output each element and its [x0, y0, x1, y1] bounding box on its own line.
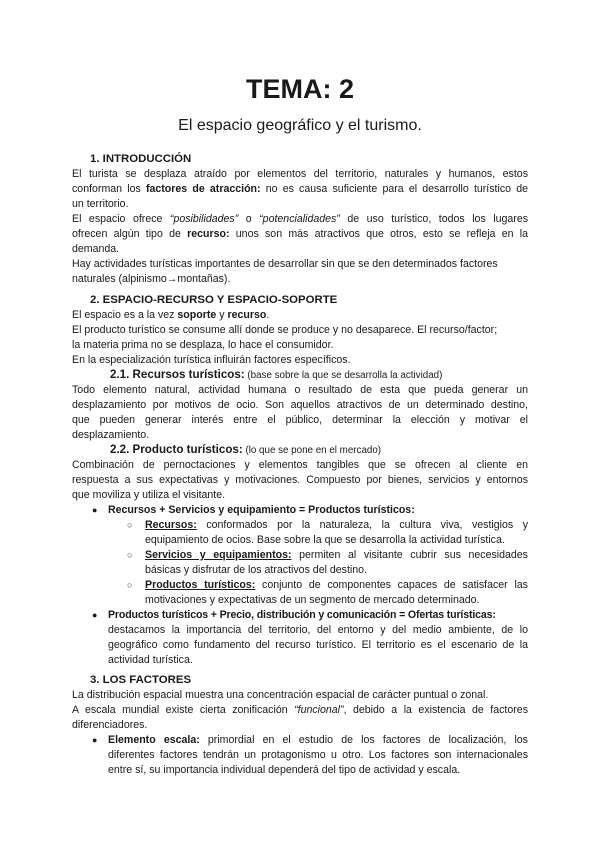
paragraph-line: El turista se desplaza atraído por elementos del territorio, naturales y humanos, estos [72, 168, 528, 180]
paragraph-line: desplazamiento por motivos de ocio. Son aquellos atractivos de un determinado destino, [72, 399, 528, 411]
paragraph-line: diferenciadores. [72, 719, 148, 731]
paragraph-line: La distribución espacial muestra una concentración espacial de carácter puntual o zonal. [72, 689, 489, 701]
section-heading-introduccion: 1. INTRODUCCIÓN [90, 153, 192, 165]
paragraph-line: la materia prima no se desplaza, lo hace el consumidor. [72, 339, 334, 351]
sub-bullet-line: equipamiento de ocios. Base sobre la que se desarrolla la actividad turística. [145, 534, 505, 546]
paragraph-line: Combinación de pernoctaciones y elementos tangibles que se ofrecen al cliente en [72, 459, 528, 471]
page-title: TEMA: 2 [246, 74, 354, 104]
sub-bullet-line: motivaciones y expectativas de un segmento de mercado determinado. [145, 594, 480, 606]
paragraph-line: A escala mundial existe cierta zonificación “funcional”, debido a la existencia de factores [72, 704, 528, 716]
bullet-circle-icon: ○ [127, 580, 133, 590]
bullet-line: actividad turística. [108, 654, 193, 666]
paragraph-line: El producto turístico se consume allí donde se produce y no desaparece. El recurso/factor; [72, 324, 498, 336]
sub-bullet-item: Productos turísticos: conjunto de componentes capaces de satisfacer las [145, 579, 528, 591]
sub-bullet-item: Recursos: conformados por la naturaleza, la cultura viva, vestigios y [145, 519, 528, 531]
paragraph-line: El espacio es a la vez soporte y recurso. [72, 309, 270, 321]
section-heading-factores: 3. LOS FACTORES [90, 674, 192, 686]
bullet-line: destacamos la importancia del territorio, del entorno y del medio ambiente, de lo [108, 624, 528, 636]
paragraph-line: que moviliza y utiliza el visitante. [72, 489, 226, 501]
paragraph-line: un territorio. [72, 198, 129, 210]
sub-bullet-item: Servicios y equipamientos: permiten al visitante cubrir sus necesidades [145, 549, 528, 561]
paragraph-line: ofrecen algún tipo de recurso: unos son más atractivos que otros, esto se refleja en la [72, 228, 528, 240]
bullet-circle-icon: ○ [127, 520, 133, 530]
paragraph-line: naturales (alpinismo→montañas). [72, 273, 231, 285]
bullet-disc-icon: ● [92, 735, 98, 745]
subsection-heading-producto: 2.2. Producto turísticos: (lo que se pone en el mercado) [110, 443, 382, 456]
paragraph-line: desplazamiento. [72, 429, 150, 441]
sub-bullet-line: básicas y disfrutar de los atractivos del destino. [145, 564, 367, 576]
paragraph-line: En la especialización turística influirán factores específicos. [72, 354, 351, 366]
bullet-item: Recursos + Servicios y equipamiento = Productos turísticos: [108, 504, 415, 516]
section-heading-espacio: 2. ESPACIO-RECURSO Y ESPACIO-SOPORTE [90, 294, 338, 306]
bullet-line: geográfico como fundamento del recurso turístico. El territorio es el escenario de la [108, 639, 528, 651]
bullet-line: entre sí, su importancia individual dependerá del tipo de actividad y escala. [108, 764, 461, 776]
bullet-item: Elemento escala: primordial en el estudio de los factores de localización, los [108, 734, 528, 746]
paragraph-line: Todo elemento natural, actividad humana o resultado de esta que pueda generar un [72, 384, 528, 396]
paragraph-line: demanda. [72, 243, 120, 255]
bullet-disc-icon: ● [92, 610, 98, 620]
paragraph-line: respuesta a sus expectativas y motivaciones. Compuesto por bienes, servicios y entornos [72, 474, 528, 486]
bullet-circle-icon: ○ [127, 550, 133, 560]
paragraph-line: conforman los factores de atracción: no es causa suficiente para el desarrollo turístico de [72, 183, 529, 195]
page-subtitle: El espacio geográfico y el turismo. [178, 117, 422, 134]
bullet-line: diferentes factores tendrán un protagonismo u otro. Los factores son internacionales [108, 749, 528, 761]
paragraph-line: El espacio ofrece “posibilidades” o “potencialidades” de uso turístico, todos los lugares [72, 213, 529, 225]
subsection-heading-recursos: 2.1. Recursos turísticos: (base sobre la que se desarrolla la actividad) [110, 368, 443, 381]
bullet-disc-icon: ● [92, 505, 98, 515]
bullet-item: Productos turísticos + Precio, distribución y comunicación = Ofertas turísticas: [108, 609, 496, 621]
paragraph-line: que pueden generar interés entre el público, determinar la elección y motivar el [72, 414, 528, 426]
paragraph-line: Hay actividades turísticas importantes de desarrollar sin que se den determinados factores [72, 258, 498, 270]
